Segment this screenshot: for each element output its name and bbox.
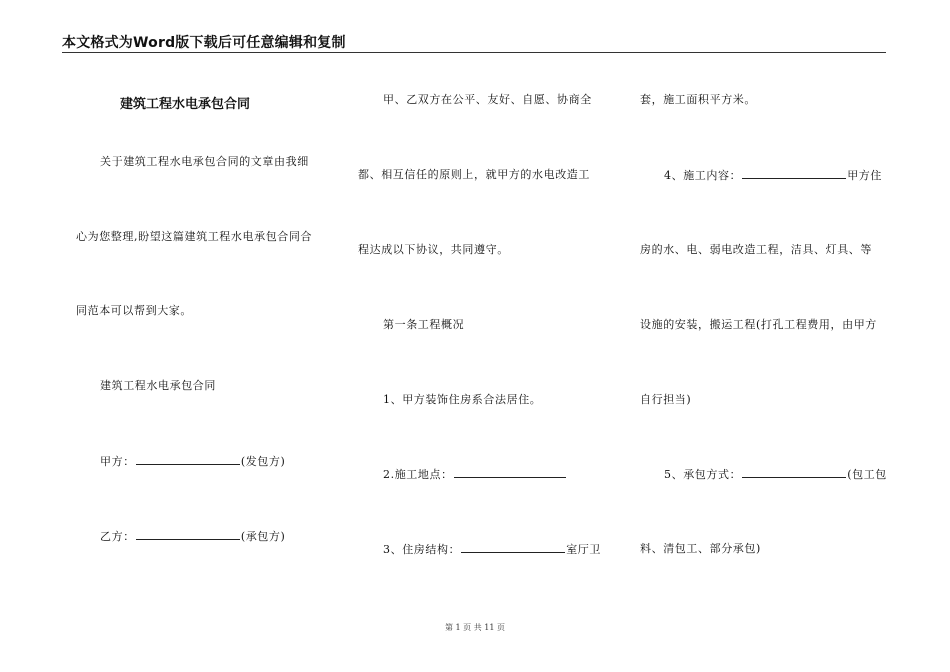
- col2-line-1: 甲、乙双方在公平、友好、自愿、协商全: [383, 93, 592, 106]
- item-4-label: 4、施工内容：: [664, 169, 742, 182]
- party-b-label: 乙方：: [100, 530, 135, 543]
- work-content-blank: [742, 168, 846, 179]
- party-a-blank: [136, 454, 240, 465]
- party-b-blank: [136, 529, 240, 540]
- col3-line-3: 设施的安装，搬运工程(打孔工程费用，由甲方: [640, 318, 877, 331]
- item-1: 1、甲方装饰住房系合法居住。: [383, 393, 542, 406]
- item-3-suffix: 室厅卫: [566, 543, 602, 556]
- col3-line-2: 房的水、电、弱电改造工程，洁具、灯具、等: [640, 243, 872, 256]
- item-3-line: [383, 542, 601, 557]
- header-banner: 本文格式为Word版下载后可任意编辑和复制: [62, 35, 346, 51]
- document-title: 建筑工程水电承包合同: [120, 97, 251, 112]
- intro-line-3: 同范本可以帮到大家。: [76, 304, 192, 317]
- item-4-line: [664, 168, 882, 183]
- col2-line-2: 都、相互信任的原则上，就甲方的水电改造工: [358, 168, 590, 181]
- intro-line-2: 心为您整理,盼望这篇建筑工程水电承包合同合: [76, 230, 313, 243]
- article-1-heading: 第一条工程概况: [383, 318, 465, 331]
- item-5-suffix: (包工包: [847, 468, 887, 481]
- item-5-label: 5、承包方式：: [664, 468, 742, 481]
- item-4-suffix: 甲方住: [847, 169, 883, 182]
- party-b-line: [100, 529, 285, 544]
- intro-line-1: 关于建筑工程水电承包合同的文章由我细: [100, 155, 309, 168]
- contract-subtitle: 建筑工程水电承包合同: [100, 379, 216, 392]
- item-5-line: [664, 467, 887, 482]
- item-2-label: 2.施工地点：: [383, 468, 453, 481]
- party-a-label: 甲方：: [100, 455, 135, 468]
- page-number: 第 1 页 共 11 页: [445, 623, 505, 632]
- contract-method-blank: [742, 467, 846, 478]
- party-a-line: [100, 454, 285, 469]
- col3-line-4: 自行担当): [640, 393, 692, 406]
- party-a-role: (发包方): [240, 455, 286, 468]
- col2-line-3: 程达成以下协议，共同遵守。: [358, 243, 509, 256]
- party-b-role: (承包方): [240, 530, 286, 543]
- col3-line-5: 料、清包工、部分承包): [640, 542, 761, 555]
- item-2-line: [383, 467, 567, 482]
- item-3-label: 3、住房结构：: [383, 543, 461, 556]
- col3-line-1: 套，施工面积平方米。: [640, 93, 756, 106]
- site-location-blank: [454, 467, 566, 478]
- house-structure-blank: [461, 542, 565, 553]
- header-bar: [62, 30, 886, 53]
